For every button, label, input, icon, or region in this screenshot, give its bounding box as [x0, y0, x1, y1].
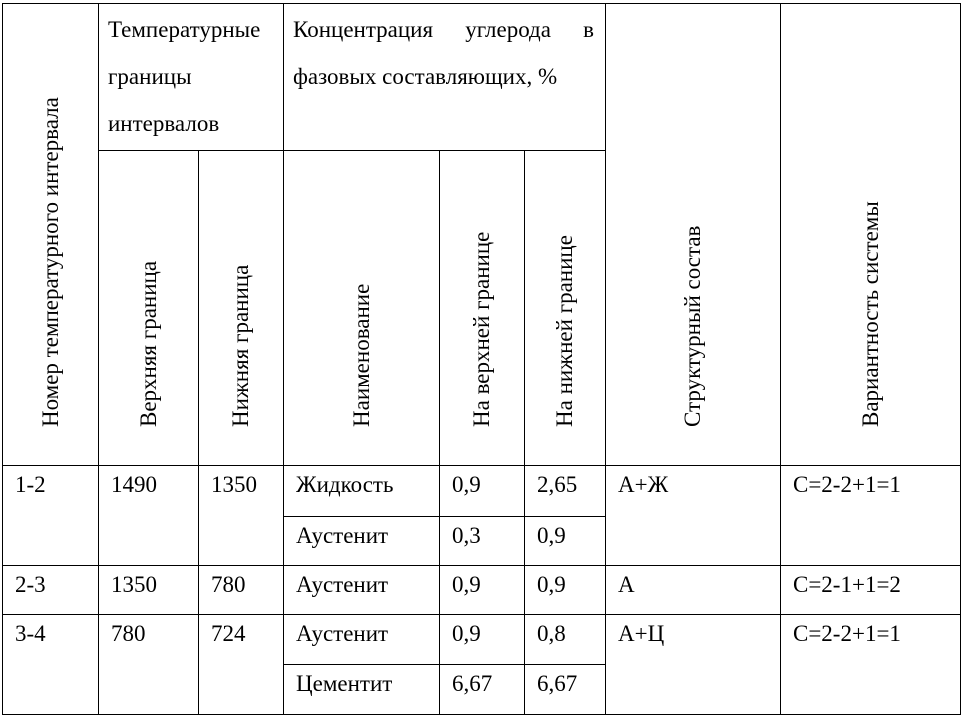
header-carbon-concentration: Концентрация углерода в фазовых составляющих, % [284, 4, 606, 151]
phase-name-cell: Аустенит [284, 566, 440, 615]
variance-cell: С=2-1+1=2 [781, 566, 961, 615]
lower-temp-cell: 1350 [199, 466, 284, 566]
header-upper-bound: Верхняя граница [99, 151, 199, 466]
phase-name-cell: Аустенит [284, 517, 440, 566]
c-lower-cell: 2,65 [525, 466, 606, 517]
phase-name-cell: Аустенит [284, 615, 440, 665]
header-variance: Вариантность системы [781, 4, 961, 466]
upper-temp-cell: 1350 [99, 566, 199, 615]
phase-name-cell: Цементит [284, 665, 440, 715]
header-name: Наименование [284, 151, 440, 466]
header-at-lower: На нижней границе [525, 151, 606, 466]
upper-temp-cell: 1490 [99, 466, 199, 566]
c-lower-cell: 0,9 [525, 566, 606, 615]
variance-cell: С=2-2+1=1 [781, 615, 961, 715]
upper-temp-cell: 780 [99, 615, 199, 715]
structure-cell: А+Ц [606, 615, 781, 715]
structure-cell: А [606, 566, 781, 615]
interval-cell: 3-4 [3, 615, 99, 715]
c-lower-cell: 0,8 [525, 615, 606, 665]
header-interval-number: Номер температурного интервала [3, 4, 99, 466]
c-upper-cell: 0,9 [440, 615, 525, 665]
header-at-upper: На верхней границе [440, 151, 525, 466]
c-upper-cell: 0,9 [440, 466, 525, 517]
lower-temp-cell: 780 [199, 566, 284, 615]
c-lower-cell: 6,67 [525, 665, 606, 715]
table-row [3, 566, 961, 615]
header-lower-bound: Нижняя граница [199, 151, 284, 466]
interval-cell: 1-2 [3, 466, 99, 566]
interval-cell: 2-3 [3, 566, 99, 615]
phase-name-cell: Жидкость [284, 466, 440, 517]
phase-table [2, 3, 961, 715]
c-upper-cell: 0,3 [440, 517, 525, 566]
lower-temp-cell: 724 [199, 615, 284, 715]
variance-cell: С=2-2+1=1 [781, 466, 961, 566]
c-upper-cell: 0,9 [440, 566, 525, 615]
header-structure: Структурный состав [606, 4, 781, 466]
table-row [3, 615, 961, 665]
structure-cell: А+Ж [606, 466, 781, 566]
c-lower-cell: 0,9 [525, 517, 606, 566]
header-temperature-bounds: Температурные границы интервалов [99, 4, 284, 151]
table-row [3, 466, 961, 517]
c-upper-cell: 6,67 [440, 665, 525, 715]
